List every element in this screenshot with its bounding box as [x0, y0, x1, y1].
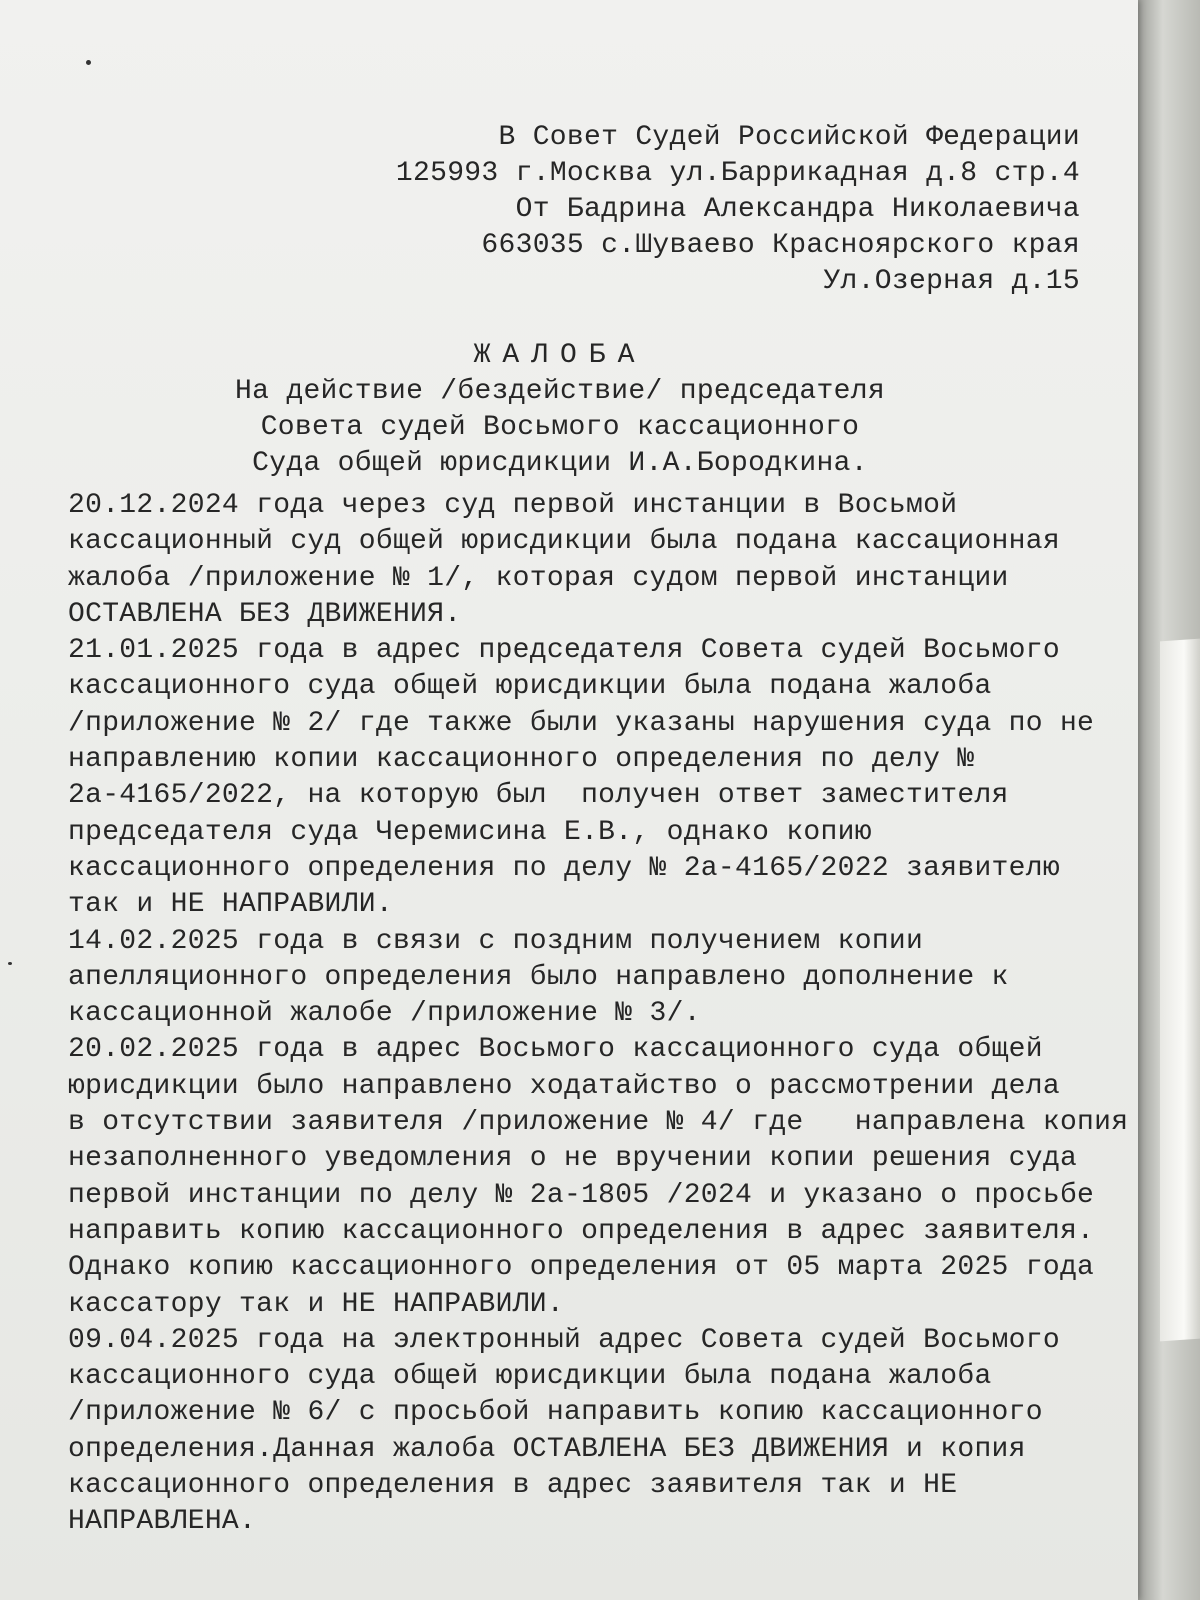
body-line: председателя суда Черемисина Е.В., однако копию	[68, 816, 872, 848]
body-line: так и НЕ НАПРАВИЛИ.	[68, 889, 393, 921]
body-line: 20.02.2025 года в адрес Восьмого кассационного суда общей	[68, 1034, 1043, 1066]
body-line: кассационного определения по делу № 2а-4165/2022 заявителю	[68, 852, 1060, 884]
body-line: кассационного суда общей юрисдикции была подана жалоба	[68, 1361, 992, 1393]
body-line: направить копию кассационного определения в адрес заявителя.	[68, 1215, 1095, 1247]
document-title: ЖАЛОБА	[473, 340, 647, 371]
header-line: От Бадрина Александра Николаевича	[515, 194, 1080, 225]
body-line: 2а-4165/2022, на которую был получен ответ заместителя	[68, 780, 1009, 812]
addressee-block	[360, 120, 1080, 300]
title-block	[200, 338, 920, 482]
body-line: Однако копию кассационного определения от 05 марта 2025 года	[68, 1252, 1095, 1284]
body-line: 20.12.2024 года через суд первой инстанции в Восьмой	[68, 490, 958, 521]
body-line: ОСТАВЛЕНА БЕЗ ДВИЖЕНИЯ.	[68, 598, 462, 630]
paper-speck	[8, 962, 12, 965]
subtitle-line: Суда общей юрисдикции И.А.Бородкина.	[252, 448, 868, 479]
body-line: кассатору так и НЕ НАПРАВИЛИ.	[68, 1288, 564, 1320]
body-line: первой инстанции по делу № 2а-1805 /2024 и указано о просьбе	[68, 1179, 1095, 1211]
body-line: направлению копии кассационного определения по делу №	[68, 744, 975, 776]
header-line: 125993 г.Москва ул.Баррикадная д.8 стр.4	[395, 158, 1080, 189]
body-line: НАПРАВЛЕНА.	[68, 1506, 257, 1538]
body-line: кассационного суда общей юрисдикции была подана жалоба	[68, 671, 992, 703]
body-line: кассационного определения в адрес заявителя так и НЕ	[68, 1470, 958, 1502]
body-line: 09.04.2025 года на электронный адрес Совета судей Восьмого	[68, 1324, 1060, 1356]
body-line: апелляционного определения было направлено дополнение к	[68, 961, 1009, 993]
adjacent-sheet-strip	[1160, 639, 1200, 1342]
body-line: 21.01.2025 года в адрес председателя Совета судей Восьмого	[68, 635, 1060, 667]
body-line: кассационной жалобе /приложение № 3/.	[68, 998, 701, 1030]
body-line: /приложение № 6/ с просьбой направить копию кассационного	[68, 1397, 1043, 1429]
body-line: юрисдикции было направлено ходатайство о рассмотрении дела	[68, 1070, 1060, 1102]
complaint-body	[68, 488, 1128, 1541]
body-line: /приложение № 2/ где также были указаны нарушения суда по не	[68, 707, 1095, 739]
body-line: жалоба /приложение № 1/, которая судом первой инстанции	[68, 562, 1009, 594]
header-line: Ул.Озерная д.15	[823, 266, 1080, 297]
subtitle-line: На действие /бездействие/ председателя	[235, 376, 885, 407]
header-line: 663035 с.Шуваево Красноярского края	[481, 230, 1080, 261]
body-line: в отсутствии заявителя /приложение № 4/ где направлена копия	[68, 1107, 1129, 1139]
body-line: кассационный суд общей юрисдикции была подана кассационная	[68, 526, 1060, 558]
body-line: незаполненного уведомления о не вручении копии решения суда	[68, 1143, 1078, 1175]
body-line: определения.Данная жалоба ОСТАВЛЕНА БЕЗ ДВИЖЕНИЯ и копия	[68, 1433, 1026, 1465]
subtitle-line: Совета судей Восьмого кассационного	[260, 412, 860, 443]
header-line: В Совет Судей Российской Федерации	[498, 122, 1080, 153]
paper-speck	[86, 60, 91, 65]
body-line: 14.02.2025 года в связи с поздним получением копии	[68, 925, 924, 957]
